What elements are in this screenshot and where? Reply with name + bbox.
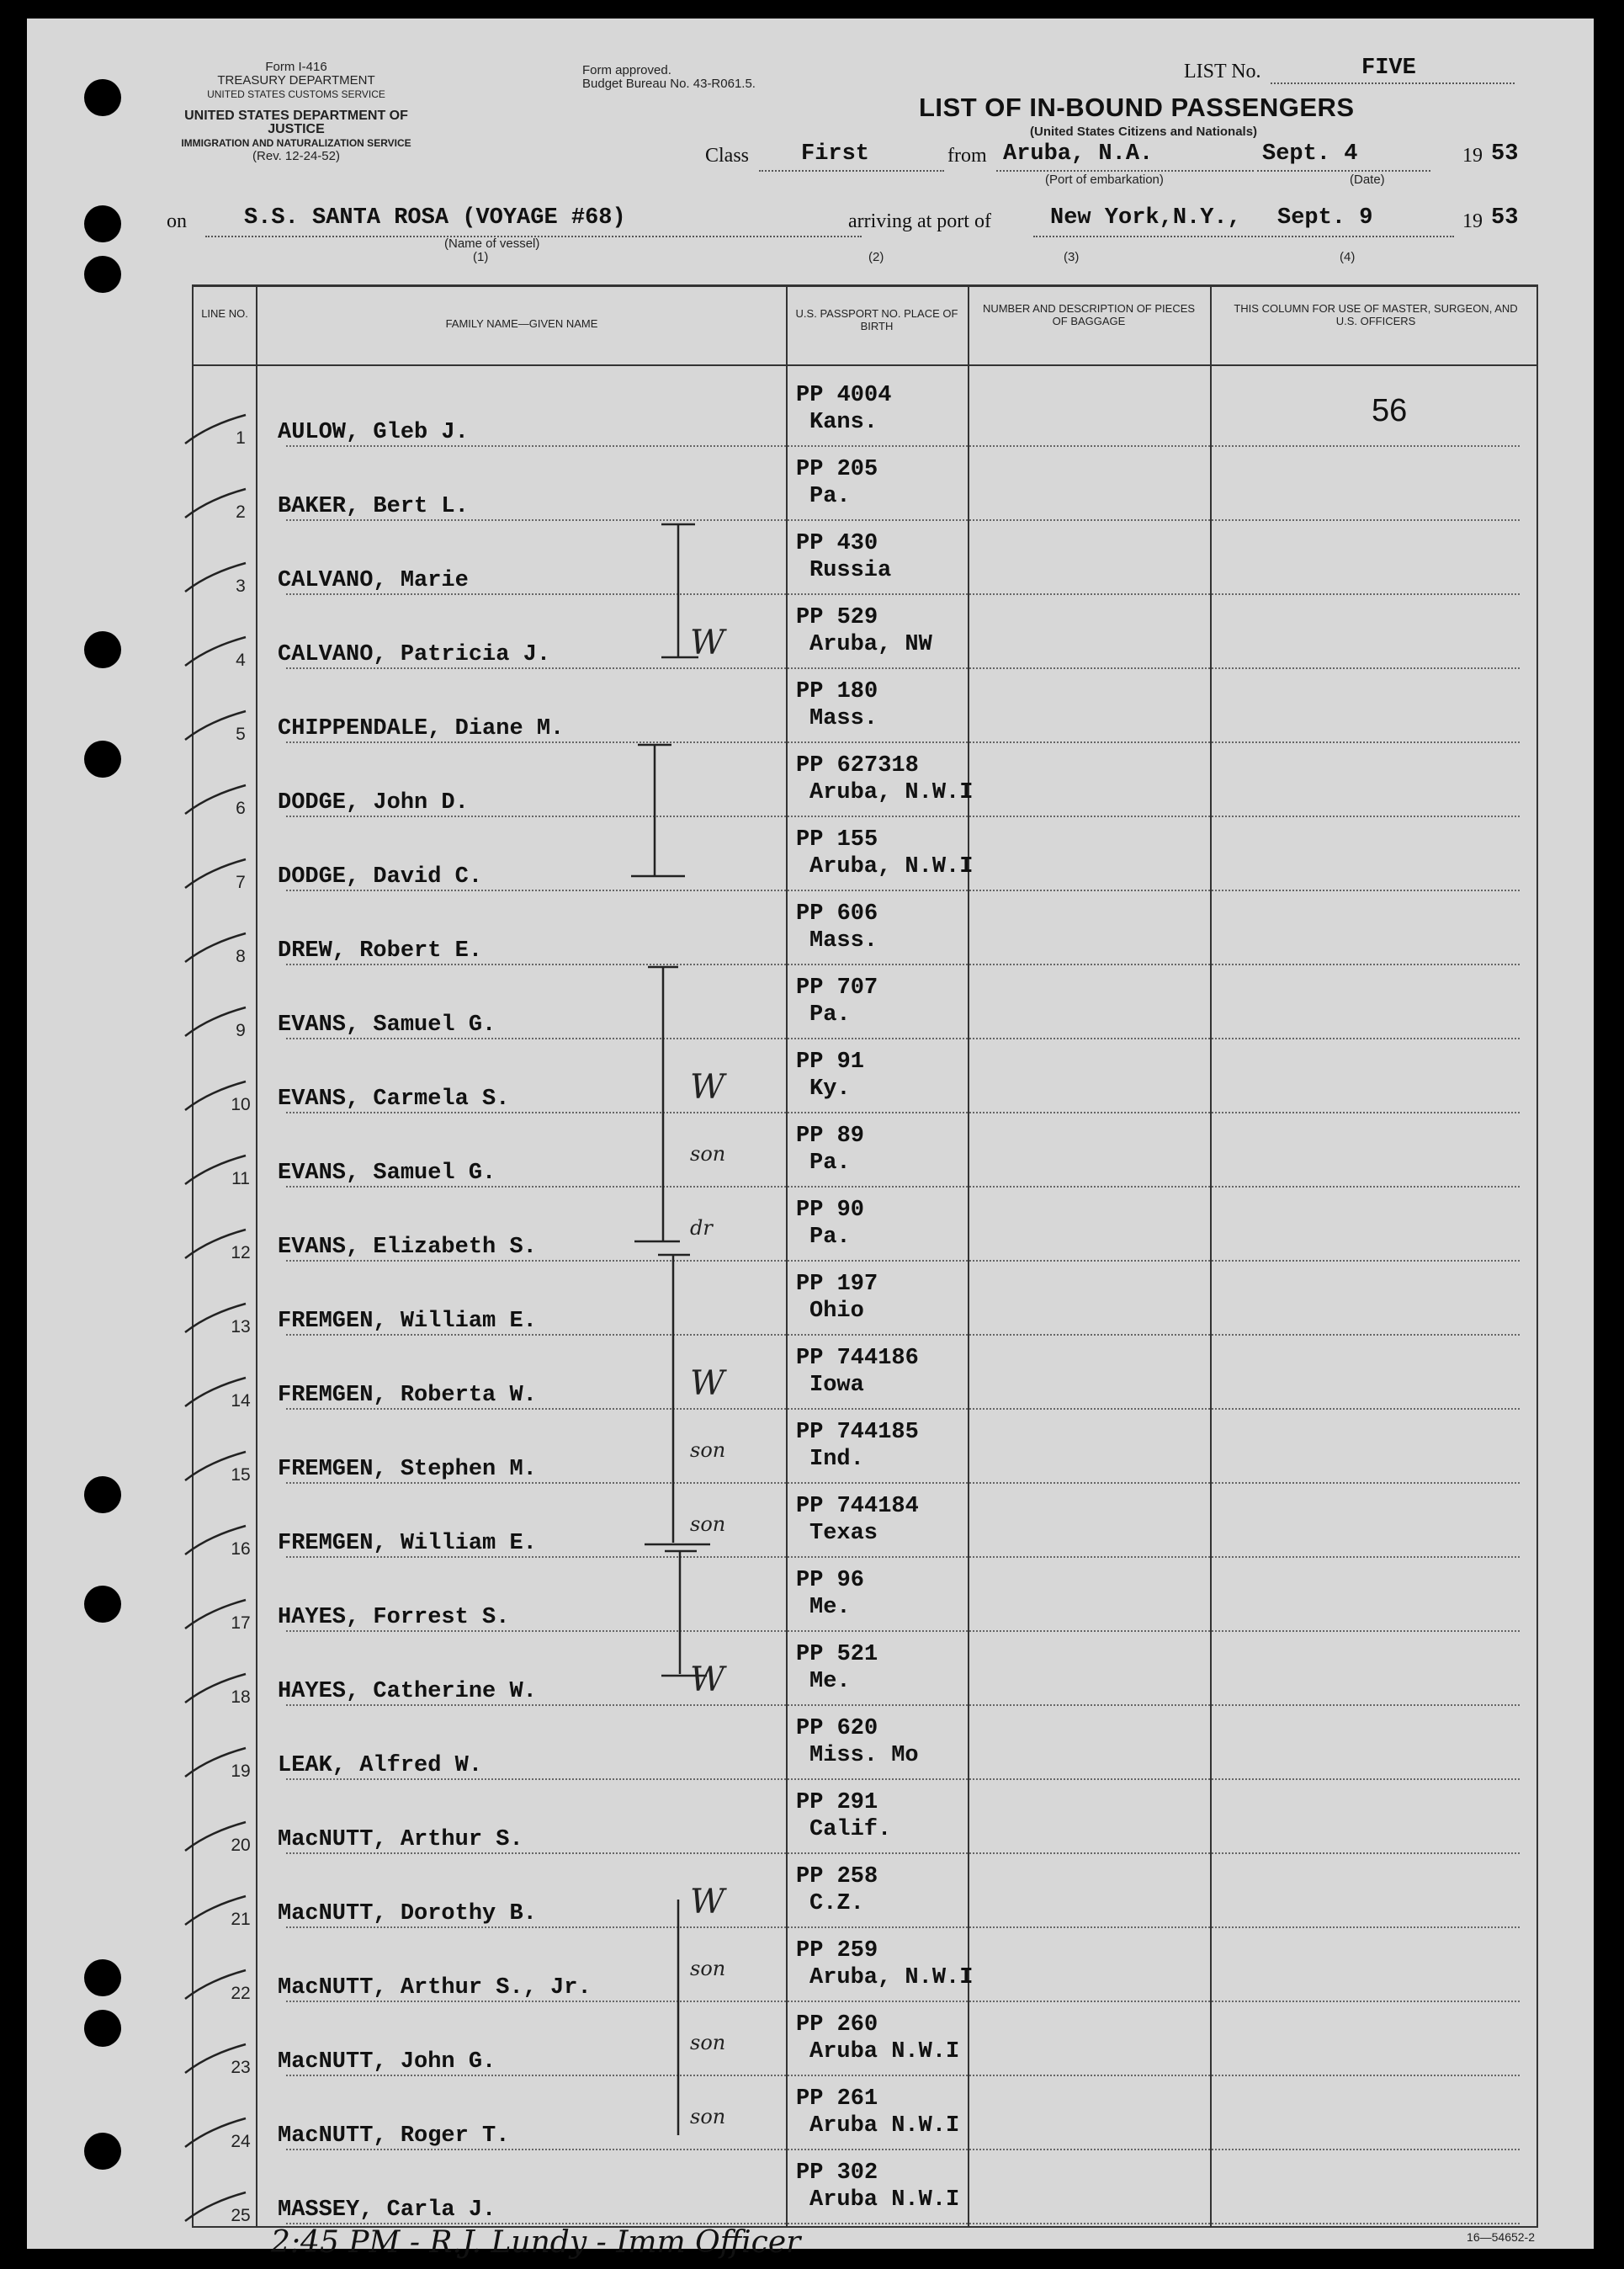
- binder-hole: [84, 1476, 121, 1513]
- page-subtitle: (United States Citizens and Nationals): [1030, 125, 1258, 139]
- line-number: 12: [231, 1243, 251, 1262]
- passport-number: PP 91: [796, 1049, 865, 1075]
- table-row: [194, 1932, 1536, 2006]
- arrival-date: Sept. 9: [1277, 205, 1373, 231]
- row-dotted-rule: [286, 1112, 1520, 1113]
- row-dotted-rule: [286, 1630, 1520, 1632]
- relationship-note: W: [690, 1364, 725, 1403]
- approval-block: [582, 64, 756, 91]
- relationship-note: son: [690, 2105, 726, 2128]
- passport-number: PP 258: [796, 1864, 878, 1889]
- row-dotted-rule: [286, 1186, 1520, 1188]
- from-label: from: [947, 145, 987, 167]
- table-row: [194, 1709, 1536, 1783]
- col-ref-2: (2): [868, 250, 884, 264]
- table-row: [194, 2006, 1536, 2080]
- passport-number: PP 197: [796, 1272, 878, 1297]
- table-row: [194, 821, 1536, 895]
- line-number: 4: [236, 651, 246, 670]
- table-row: [194, 895, 1536, 969]
- place-of-birth: Miss. Mo: [809, 1743, 919, 1768]
- vessel-name: S.S. SANTA ROSA (VOYAGE #68): [244, 205, 626, 231]
- table-row: [194, 1117, 1536, 1191]
- relationship-note: son: [690, 1957, 726, 1980]
- table-row: [194, 672, 1536, 747]
- passenger-name: EVANS, Samuel G.: [278, 1012, 496, 1038]
- passenger-name: HAYES, Catherine W.: [278, 1679, 537, 1704]
- passport-number: PP 430: [796, 531, 878, 556]
- row-dotted-rule: [286, 2001, 1520, 2002]
- passenger-name: MacNUTT, Arthur S.: [278, 1827, 523, 1852]
- arrival-year: 53: [1491, 205, 1519, 231]
- passenger-name: EVANS, Carmela S.: [278, 1087, 510, 1112]
- line-number: 11: [231, 1169, 250, 1188]
- passport-number: PP 302: [796, 2160, 878, 2186]
- relationship-note: son: [690, 1512, 726, 1536]
- passport-number: PP 96: [796, 1568, 865, 1593]
- form-header-block: [162, 61, 431, 101]
- row-dotted-rule: [286, 2075, 1520, 2076]
- place-of-birth: Aruba N.W.I: [809, 2113, 960, 2139]
- row-dotted-rule: [286, 445, 1520, 447]
- passenger-name: CALVANO, Patricia J.: [278, 642, 551, 667]
- passenger-name: FREMGEN, Stephen M.: [278, 1457, 537, 1482]
- binder-hole: [84, 631, 121, 668]
- arrival-label: arriving at port of: [848, 210, 991, 232]
- row-dotted-rule: [286, 1408, 1520, 1410]
- table-row: [194, 1857, 1536, 1932]
- departure-year: 53: [1491, 141, 1519, 167]
- place-of-birth: Me.: [809, 1669, 851, 1694]
- passenger-name: FREMGEN, William E.: [278, 1309, 537, 1334]
- col-header-officers: THIS COLUMN FOR USE OF MASTER, SURGEON, AND U.S. OFFICERS: [1234, 302, 1518, 327]
- class-value: First: [801, 141, 870, 167]
- departure-year-prefix: 19: [1462, 145, 1483, 167]
- line-number: 17: [231, 1613, 251, 1633]
- place-of-birth: Calif.: [809, 1817, 892, 1842]
- passport-number: PP 205: [796, 457, 878, 482]
- place-of-birth: Pa.: [809, 484, 851, 509]
- col-ref-4: (4): [1340, 250, 1356, 264]
- binder-hole: [84, 1959, 121, 1996]
- passenger-name: BAKER, Bert L.: [278, 494, 469, 519]
- page-title: LIST OF IN-BOUND PASSENGERS: [919, 93, 1355, 122]
- row-dotted-rule: [286, 2223, 1520, 2224]
- table-row: [194, 450, 1536, 524]
- row-dotted-rule: [286, 1926, 1520, 1928]
- table-row: [194, 747, 1536, 821]
- row-dotted-rule: [286, 667, 1520, 669]
- row-dotted-rule: [286, 519, 1520, 521]
- vessel-label: on: [167, 210, 187, 232]
- passenger-name: HAYES, Forrest S.: [278, 1605, 510, 1630]
- passport-number: PP 521: [796, 1642, 878, 1667]
- row-dotted-rule: [286, 1038, 1520, 1039]
- row-dotted-rule: [286, 1260, 1520, 1262]
- binder-hole: [84, 205, 121, 242]
- binder-hole: [84, 2010, 121, 2047]
- table-row: [194, 1043, 1536, 1117]
- place-of-birth: Pa.: [809, 1002, 851, 1028]
- approval-line: Form approved.: [582, 63, 671, 77]
- line-number: 6: [236, 799, 246, 818]
- document-page: [27, 19, 1594, 2260]
- relationship-note: son: [690, 1142, 726, 1166]
- line-number: 20: [231, 1836, 251, 1855]
- form-number: Form I-416: [265, 60, 327, 74]
- table-row: [194, 1265, 1536, 1339]
- col-ref-3: (3): [1064, 250, 1080, 264]
- list-no-label: LIST No.: [1184, 61, 1261, 82]
- binder-hole: [84, 2133, 121, 2170]
- passenger-name: LEAK, Alfred W.: [278, 1753, 483, 1778]
- arrival-rule: [1033, 236, 1454, 237]
- line-number: 19: [231, 1762, 251, 1781]
- table-row: [194, 1413, 1536, 1487]
- departure-caption: (Date): [1350, 173, 1385, 187]
- table-row: [194, 524, 1536, 598]
- table-row: [194, 1191, 1536, 1265]
- place-of-birth: Iowa: [809, 1373, 864, 1398]
- relationship-note: W: [690, 1661, 725, 1699]
- passenger-name: MacNUTT, Dorothy B.: [278, 1901, 537, 1926]
- passport-number: PP 744185: [796, 1420, 919, 1445]
- binder-hole: [84, 256, 121, 293]
- departure-date: Sept. 4: [1262, 141, 1358, 167]
- place-of-birth: Russia: [809, 558, 892, 583]
- relationship-note: son: [690, 1438, 726, 1462]
- table-row: [194, 1487, 1536, 1561]
- arrival-port: New York,N.Y.,: [1050, 205, 1241, 231]
- line-number: 13: [231, 1317, 251, 1336]
- binder-hole: [84, 79, 121, 116]
- passenger-name: CHIPPENDALE, Diane M.: [278, 716, 565, 741]
- class-label: Class: [705, 145, 750, 167]
- relationship-note: dr: [690, 1216, 713, 1240]
- line-number: 22: [231, 1984, 251, 2003]
- list-no-value: FIVE: [1361, 56, 1416, 81]
- col-header-line-no: LINE NO.: [201, 307, 248, 320]
- line-number: 24: [231, 2132, 251, 2151]
- line-number: 25: [231, 2206, 251, 2225]
- passenger-name: MacNUTT, Arthur S., Jr.: [278, 1975, 592, 2001]
- passport-number: PP 261: [796, 2086, 878, 2112]
- table-row: [194, 2080, 1536, 2154]
- passport-number: PP 744184: [796, 1494, 919, 1519]
- form-department: TREASURY DEPARTMENT: [217, 73, 375, 88]
- officer-note: 56: [1372, 393, 1408, 428]
- row-dotted-rule: [286, 1852, 1520, 1854]
- line-number: 2: [236, 502, 246, 522]
- place-of-birth: Ky.: [809, 1076, 851, 1102]
- form-service: UNITED STATES CUSTOMS SERVICE: [207, 88, 385, 100]
- passenger-name: EVANS, Elizabeth S.: [278, 1235, 537, 1260]
- row-dotted-rule: [286, 2149, 1520, 2150]
- table-row: [194, 1561, 1536, 1635]
- officer-signature: 2:45 PM - R.J. Lundy - Imm Officer: [271, 2225, 801, 2260]
- table-row: [194, 1339, 1536, 1413]
- passenger-name: FREMGEN, William E.: [278, 1531, 537, 1556]
- passport-number: PP 155: [796, 827, 878, 853]
- row-dotted-rule: [286, 1704, 1520, 1706]
- form-ins: IMMIGRATION AND NATURALIZATION SERVICE: [181, 137, 411, 149]
- table-row: [194, 2154, 1536, 2228]
- form-justice: UNITED STATES DEPARTMENT OF JUSTICE: [184, 109, 408, 136]
- budget-bureau: Budget Bureau No. 43-R061.5.: [582, 77, 756, 91]
- place-of-birth: Kans.: [809, 410, 878, 435]
- row-dotted-rule: [286, 1334, 1520, 1336]
- place-of-birth: Ind.: [809, 1447, 864, 1472]
- place-of-birth: Pa.: [809, 1225, 851, 1250]
- line-number: 10: [231, 1095, 251, 1114]
- table-row: [194, 1783, 1536, 1857]
- line-number: 23: [231, 2058, 251, 2077]
- line-number: 8: [236, 947, 246, 966]
- passport-number: PP 90: [796, 1198, 865, 1223]
- line-number: 21: [231, 1910, 251, 1929]
- place-of-birth: Pa.: [809, 1150, 851, 1176]
- binder-hole: [84, 1586, 121, 1623]
- relationship-note: W: [690, 1883, 725, 1921]
- list-no-rule: [1271, 82, 1515, 84]
- passenger-name: FREMGEN, Roberta W.: [278, 1383, 537, 1408]
- passport-number: PP 606: [796, 901, 878, 927]
- row-dotted-rule: [286, 816, 1520, 817]
- relationship-note: W: [690, 1068, 725, 1107]
- place-of-birth: Ohio: [809, 1299, 864, 1324]
- line-number: 7: [236, 873, 246, 892]
- row-dotted-rule: [286, 593, 1520, 595]
- row-dotted-rule: [286, 890, 1520, 891]
- form-revision: (Rev. 12-24-52): [252, 149, 340, 163]
- passenger-name: CALVANO, Marie: [278, 568, 469, 593]
- passport-number: PP 180: [796, 679, 878, 704]
- line-number: 5: [236, 725, 246, 744]
- table-row: [194, 376, 1536, 450]
- place-of-birth: Aruba, N.W.I: [809, 1965, 974, 1990]
- passenger-name: DODGE, John D.: [278, 790, 469, 816]
- passenger-name: MacNUTT, Roger T.: [278, 2123, 510, 2149]
- passport-number: PP 291: [796, 1790, 878, 1815]
- arrival-year-prefix: 19: [1462, 210, 1483, 232]
- place-of-birth: C.Z.: [809, 1891, 864, 1916]
- passport-number: PP 4004: [796, 383, 892, 408]
- passenger-name: EVANS, Samuel G.: [278, 1161, 496, 1186]
- col-header-baggage: NUMBER AND DESCRIPTION OF PIECES OF BAGGAGE: [982, 302, 1196, 327]
- passport-number: PP 627318: [796, 753, 919, 778]
- passport-number: PP 529: [796, 605, 878, 630]
- place-of-birth: Aruba, NW: [809, 632, 932, 657]
- line-number: 3: [236, 577, 246, 596]
- table-row: [194, 969, 1536, 1043]
- table-row: [194, 598, 1536, 672]
- binder-hole: [84, 741, 121, 778]
- place-of-birth: Texas: [809, 1521, 878, 1546]
- line-number: 15: [231, 1465, 251, 1485]
- passenger-name: MacNUTT, John G.: [278, 2049, 496, 2075]
- passenger-name: MASSEY, Carla J.: [278, 2197, 496, 2223]
- relationship-note: W: [690, 624, 725, 662]
- place-of-birth: Aruba, N.W.I: [809, 854, 974, 879]
- place-of-birth: Aruba N.W.I: [809, 2187, 960, 2213]
- col-header-name: FAMILY NAME—GIVEN NAME: [445, 317, 598, 330]
- line-number: 1: [236, 428, 246, 448]
- row-dotted-rule: [286, 741, 1520, 743]
- vessel-caption: (Name of vessel): [444, 236, 540, 251]
- departure-rule: [1257, 170, 1430, 172]
- col-header-passport: U.S. PASSPORT NO. PLACE OF BIRTH: [795, 307, 958, 332]
- row-dotted-rule: [286, 964, 1520, 965]
- form-justice-block: [157, 109, 435, 163]
- class-rule: [759, 170, 944, 172]
- col-ref-1: (1): [473, 250, 489, 264]
- passenger-name: AULOW, Gleb J.: [278, 420, 469, 445]
- header-divider: [194, 364, 1536, 366]
- row-dotted-rule: [286, 1778, 1520, 1780]
- place-of-birth: Me.: [809, 1595, 851, 1620]
- passport-number: PP 620: [796, 1716, 878, 1741]
- from-rule: [996, 170, 1254, 172]
- passenger-name: DODGE, David C.: [278, 864, 483, 890]
- passport-number: PP 707: [796, 975, 878, 1001]
- passport-number: PP 259: [796, 1938, 878, 1963]
- from-caption: (Port of embarkation): [1045, 173, 1164, 187]
- passport-number: PP 89: [796, 1124, 865, 1149]
- place-of-birth: Aruba, N.W.I: [809, 780, 974, 805]
- place-of-birth: Mass.: [809, 706, 878, 731]
- place-of-birth: Aruba N.W.I: [809, 2039, 960, 2064]
- line-number: 9: [236, 1021, 246, 1040]
- passenger-name: DREW, Robert E.: [278, 938, 483, 964]
- place-of-birth: Mass.: [809, 928, 878, 954]
- passport-number: PP 260: [796, 2012, 878, 2038]
- line-number: 16: [231, 1539, 251, 1559]
- line-number: 18: [231, 1687, 251, 1707]
- row-dotted-rule: [286, 1482, 1520, 1484]
- print-code: 16—54652-2: [1467, 2230, 1535, 2244]
- line-number: 14: [231, 1391, 251, 1411]
- passport-number: PP 744186: [796, 1346, 919, 1371]
- passenger-table: [192, 284, 1538, 2228]
- relationship-note: son: [690, 2031, 726, 2054]
- table-row: [194, 1635, 1536, 1709]
- row-dotted-rule: [286, 1556, 1520, 1558]
- from-port: Aruba, N.A.: [1003, 141, 1154, 167]
